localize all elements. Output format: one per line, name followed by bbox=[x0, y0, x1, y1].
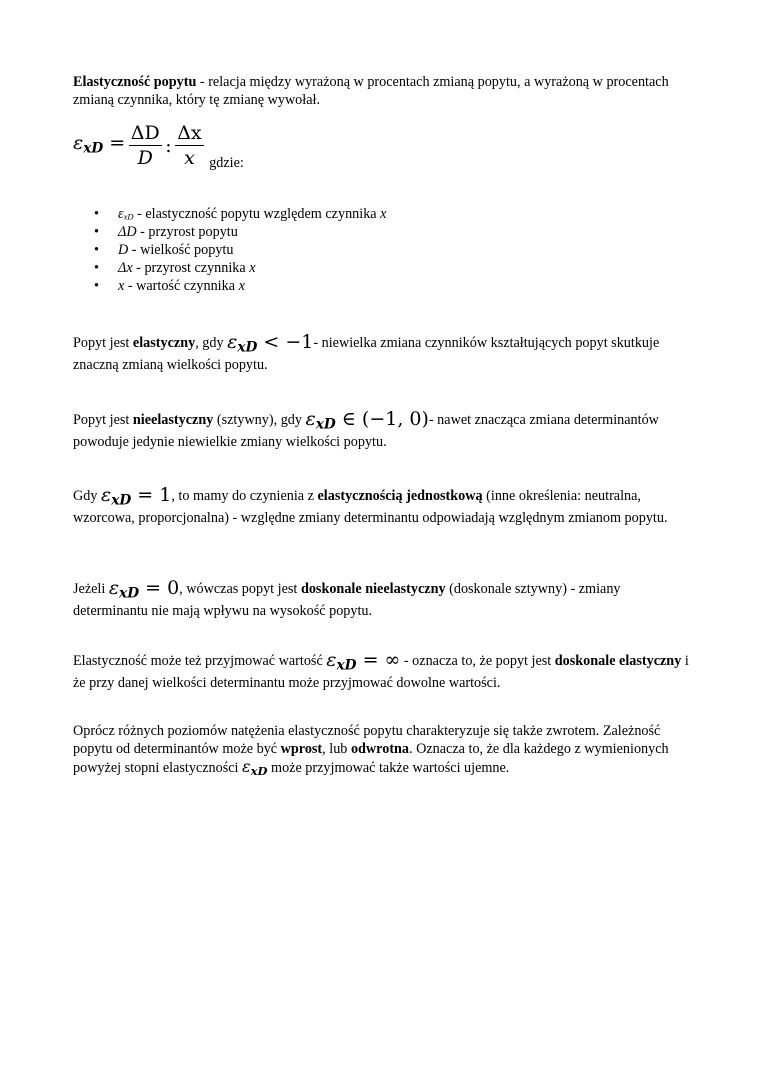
paragraph-direction: Oprócz różnych poziomów natężenia elastyczność popytu charakteryzuje się także zwrotem. Zależność popytu od determinantów może być wprost, lub odwrotna. Oznacza to, że dla każdego z wymienionych powyżej stopni elastyczności $\varepsilon_{xD}$ może przyjmować także wartości ujemne. bbox=[73, 723, 669, 778]
paragraph-perfectly-inelastic: Jeżeli $\varepsilon_{xD} = 0$, wówczas popyt jest doskonale nieelastyczny (doskonale sztywny) - zmiany determinantu nie mają wpływu na wysokość popytu. bbox=[73, 577, 621, 620]
math-eps-symbol: $\varepsilon_{xD}$ bbox=[242, 757, 268, 778]
fraction-delta-x-over-x: $\frac{\Delta x}{x}$ bbox=[177, 122, 202, 169]
bullet-icon: • bbox=[94, 260, 99, 276]
list-item: • εxD - elastyczność popytu względem czynnika x bbox=[94, 206, 387, 222]
paragraph-elastic: Popyt jest elastyczny, gdy $\varepsilon_{xD} < -1-$ niewielka zmiana czynników kształtujących popyt skutkuje znaczną zmianą wielkości popytu. bbox=[73, 331, 660, 374]
list-item: • Δx - przyrost czynnika x bbox=[94, 260, 256, 276]
list-item: • D - wielkość popytu bbox=[94, 242, 234, 258]
math-eps-less-minus-one: $\varepsilon_{xD} < -1$ bbox=[227, 331, 314, 356]
math-eps-equals-infinity: $\varepsilon_{xD}$ = ∞ bbox=[326, 649, 401, 674]
term-direct: wprost bbox=[280, 741, 323, 757]
symbol-definitions-list bbox=[73, 205, 386, 295]
elasticity-formula bbox=[73, 121, 698, 173]
list-item: • ΔD - przyrost popytu bbox=[94, 224, 238, 240]
term-inelastic: nieelastyczny bbox=[132, 412, 214, 428]
bullet-icon: • bbox=[94, 242, 99, 258]
paragraph-inelastic: Popyt jest nieelastyczny (sztywny), gdy $\varepsilon_{xD}$ ∈ (−1, 0)- nawet znacząca zmiana determinantów powoduje jedynie niewielkie zmiany wielkości popytu. bbox=[73, 408, 659, 451]
formula-lhs: $\varepsilon_{xD}$ = bbox=[73, 131, 126, 157]
intro-definition: - relacja między wyrażoną w procentach zmianą popytu, a wyrażoną w procentach zmianą czynnika, który tę zmianę wywołał. bbox=[73, 74, 669, 108]
math-eps-equals-zero: $\varepsilon_{xD} = 0$ bbox=[108, 577, 180, 602]
bullet-icon: • bbox=[94, 206, 99, 222]
paragraph-perfectly-elastic: Elastyczność może też przyjmować wartość $\varepsilon_{xD}$ = ∞ - oznacza to, że popyt jest doskonale elastyczny i że przy danej wielkości determinantu może przyjmować dowolne wartości. bbox=[73, 649, 689, 692]
term-unit-elastic: elastycznością jednostkową bbox=[317, 488, 483, 504]
term-perfectly-elastic: doskonale elastyczny bbox=[554, 653, 682, 669]
formula-gdzie-label: gdzie: bbox=[209, 154, 244, 171]
term-perfectly-inelastic: doskonale nieelastyczny bbox=[300, 581, 446, 597]
term-inverse: odwrotna bbox=[350, 741, 410, 757]
bullet-icon: • bbox=[94, 278, 99, 294]
fraction-delta-d-over-d: $\frac{\Delta D}{D}$ bbox=[130, 122, 160, 169]
term-elastic: elastyczny bbox=[132, 335, 196, 351]
math-eps-equals-one: $\varepsilon_{xD} = 1$ bbox=[100, 484, 172, 509]
formula-colon: : bbox=[165, 134, 172, 157]
intro-paragraph bbox=[73, 73, 698, 109]
math-eps-in-interval: $\varepsilon_{xD}$ ∈ (−1, 0) bbox=[305, 408, 429, 433]
term-elasticity: Elastyczność popytu bbox=[73, 74, 197, 90]
list-item: • x - wartość czynnika x bbox=[94, 278, 245, 294]
paragraph-unit-elastic: Gdy $\varepsilon_{xD} = 1$, to mamy do czynienia z elastycznością jednostkową (inne określenia: neutralna, wzorcowa, proporcjonalna) - względne zmiany determinantu odpowiadają względnym zmianom popytu. bbox=[73, 484, 668, 527]
bullet-icon: • bbox=[94, 224, 99, 240]
